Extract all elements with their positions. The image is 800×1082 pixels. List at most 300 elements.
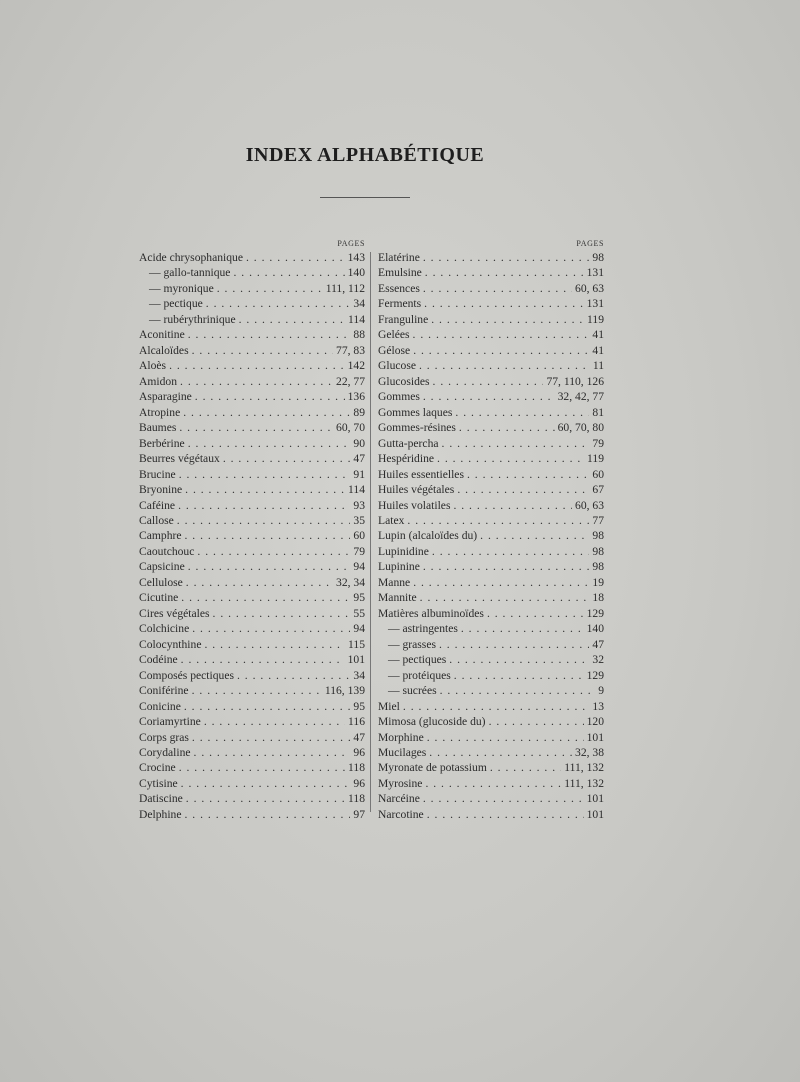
index-entry [139,730,365,745]
index-entry [139,358,365,373]
entry-pages: 77, 110, 126 [546,374,604,388]
index-entry [378,714,604,729]
entry-pages: 67 [592,483,604,497]
entry-term: Gelées [378,328,410,342]
index-entry [139,652,365,667]
entries-right [378,250,604,822]
index-entry [378,281,604,296]
entry-pages: 79 [353,544,365,558]
entry-term: Aloès [139,359,167,373]
entry-term: Lupin (alcaloïdes du) [378,529,478,543]
entry-pages: 81 [592,405,604,419]
dot-leader [459,420,555,435]
dot-leader [429,745,572,760]
dot-leader [181,590,350,605]
index-entry [378,451,604,466]
entry-term: Franguline [378,312,429,326]
entry-pages: 77, 83 [336,343,365,357]
dot-leader [186,575,333,590]
dot-leader [433,374,544,389]
dot-leader [192,683,322,698]
index-entry [378,637,604,652]
index-entry [139,405,365,420]
entry-term: Glucosides [378,374,430,388]
entry-pages: 55 [353,606,365,620]
dot-leader [403,699,590,714]
index-entry [139,606,365,621]
index-entry [378,436,604,451]
entry-term: Gommes-résines [378,421,456,435]
index-column-right [378,237,604,822]
dot-leader [423,250,590,265]
dot-leader [467,467,589,482]
dot-leader [188,436,351,451]
entry-pages: 101 [586,807,604,821]
index-entry [378,606,604,621]
entry-pages: 60, 63 [575,498,604,512]
dot-leader [423,389,555,404]
dot-leader [407,513,589,528]
entry-pages: 118 [348,792,365,806]
entry-term: Colocynthine [139,637,202,651]
entry-term: Datiscine [139,792,183,806]
entry-term: Coniférine [139,684,189,698]
dot-leader [442,436,590,451]
index-entry [139,668,365,683]
dot-leader [217,281,323,296]
pages-header-left: PAGES [337,239,365,248]
dot-leader [169,358,345,373]
entry-pages: 77 [592,513,604,527]
entry-term: Colchicine [139,622,190,636]
index-entry [139,559,365,574]
entry-term: — gallo-tannique [149,266,231,280]
index-entry [139,791,365,806]
dot-leader [185,807,351,822]
dot-leader [223,451,351,466]
entry-pages: 32, 38 [575,746,604,759]
entry-pages: 34 [353,668,365,682]
entry-pages: 95 [353,699,365,713]
entry-term: Cicutine [139,591,179,605]
entry-term: Corydaline [139,746,191,759]
index-entry [139,544,365,559]
entry-term: Myronate de potassium [378,761,487,775]
entry-pages: 89 [353,405,365,419]
entry-term: — rubérythrinique [149,312,236,326]
entry-term: Bryonine [139,483,183,497]
entry-term: Atropine [139,405,181,419]
index-entry [378,358,604,373]
index-entry [378,343,604,358]
entry-term: Baumes [139,421,177,435]
index-entry [139,312,365,327]
entry-pages: 129 [586,606,604,620]
index-entry [139,513,365,528]
index-entry [139,776,365,791]
entry-pages: 142 [347,359,365,373]
entry-pages: 47 [592,637,604,651]
dot-leader [461,621,584,636]
index-entry [139,281,365,296]
dot-leader [181,652,345,667]
entry-term: — pectique [149,297,203,311]
entry-pages: 118 [348,761,365,775]
entry-term: — astringentes [388,622,458,636]
entry-pages: 119 [587,312,604,326]
entries-left [139,250,365,822]
dot-leader [192,621,350,636]
entry-pages: 101 [347,653,365,667]
entry-pages: 32, 34 [336,575,365,589]
index-entry [139,327,365,342]
entry-pages: 140 [347,266,365,280]
entry-pages: 143 [347,251,365,264]
entry-term: Narcotine [378,807,424,821]
dot-leader [490,760,561,775]
entry-pages: 111, 132 [564,776,604,790]
entry-pages: 96 [353,776,365,790]
index-entry [378,699,604,714]
entry-term: Huiles essentielles [378,467,464,481]
index-entry [378,575,604,590]
entry-term: Beurres végétaux [139,452,220,466]
index-entry [378,482,604,497]
entry-term: — pectiques [388,653,447,667]
entry-term: Conicine [139,699,181,713]
dot-leader [197,544,350,559]
entry-term: Crocine [139,761,176,775]
dot-leader [413,575,589,590]
dot-leader [192,730,350,745]
entry-pages: 98 [592,544,604,558]
index-entry [139,745,365,760]
index-entry [378,652,604,667]
dot-leader [239,312,345,327]
entry-term: Camphre [139,529,182,543]
dot-leader [213,606,351,621]
entry-term: Elatérine [378,251,420,264]
entry-term: — protéiques [388,668,451,682]
entry-term: Gommes [378,390,420,404]
entry-pages: 47 [353,730,365,744]
dot-leader [192,343,333,358]
entry-term: Caoutchouc [139,544,195,558]
index-entry [378,791,604,806]
dot-leader [188,559,351,574]
index-entry [378,760,604,775]
entry-term: Corps gras [139,730,189,744]
index-entry [378,265,604,280]
entry-pages: 98 [592,251,604,264]
index-entry [139,374,365,389]
dot-leader [179,760,345,775]
index-entry [139,714,365,729]
index-entry [378,405,604,420]
dot-leader [179,420,333,435]
entry-pages: 60 [592,467,604,481]
index-entry [378,559,604,574]
dot-leader [423,791,584,806]
dot-leader [425,265,584,280]
entry-term: Huiles volatiles [378,498,451,512]
entry-term: Matières albuminoïdes [378,606,484,620]
dot-leader [181,776,351,791]
entry-pages: 115 [348,637,365,651]
dot-leader [480,528,589,543]
dot-leader [455,405,589,420]
index-entry [139,467,365,482]
index-entry [139,807,365,822]
entry-term: Hespéridine [378,452,435,466]
dot-leader [195,389,345,404]
dot-leader [186,791,345,806]
dot-leader [440,683,596,698]
index-entry [139,590,365,605]
index-entry [139,528,365,543]
index-entry [378,498,604,513]
index-entry [378,389,604,404]
entry-pages: 41 [592,343,604,357]
index-entry [139,451,365,466]
entry-pages: 34 [353,297,365,311]
dot-leader [177,513,351,528]
index-entry [139,343,365,358]
entry-pages: 60, 70 [336,421,365,435]
pages-header-right: PAGES [576,239,604,248]
entry-term: — sucrées [388,684,437,698]
entry-pages: 114 [348,483,365,497]
dot-leader [183,405,350,420]
entry-pages: 116 [348,715,365,729]
dot-leader [204,637,345,652]
index-entry [378,590,604,605]
index-entry [139,621,365,636]
index-entry [139,482,365,497]
entry-term: Emulsine [378,266,422,280]
index-entry [139,296,365,311]
entry-pages: 60, 63 [575,281,604,295]
entry-pages: 111, 132 [564,761,604,775]
dot-leader [487,606,584,621]
dot-leader [453,498,572,513]
entry-term: — myronique [149,281,214,295]
entry-pages: 95 [353,591,365,605]
entry-pages: 131 [586,297,604,311]
index-entry [139,760,365,775]
dot-leader [237,668,350,683]
entry-term: Brucine [139,467,176,481]
entry-pages: 94 [353,622,365,636]
entry-term: Cellulose [139,575,183,589]
index-entry [378,467,604,482]
entry-term: Gommes laques [378,405,453,419]
index-entry [139,250,365,265]
dot-leader [427,807,584,822]
index-entry [378,668,604,683]
entry-term: Aconitine [139,328,185,342]
entry-pages: 98 [592,560,604,574]
entry-pages: 101 [586,730,604,744]
entry-pages: 88 [353,328,365,342]
entry-term: Cires végétales [139,606,210,620]
page-title: INDEX ALPHABÉTIQUE [245,144,485,166]
entry-pages: 94 [353,560,365,574]
entry-term: Mannite [378,591,417,605]
entry-pages: 60 [353,529,365,543]
dot-leader [184,699,351,714]
index-entry [139,420,365,435]
dot-leader [206,296,351,311]
index-entry [378,513,604,528]
entry-pages: 129 [586,668,604,682]
index-entry [378,807,604,822]
dot-leader [204,714,345,729]
index-entry [139,389,365,404]
dot-leader [179,467,351,482]
entry-term: Huiles végétales [378,483,455,497]
entry-term: Coriamyrtine [139,715,201,729]
entry-term: Composés pectiques [139,668,234,682]
dot-leader [246,250,345,265]
entry-term: Ferments [378,297,422,311]
entry-pages: 101 [586,792,604,806]
entry-term: Mimosa (glucoside du) [378,715,486,729]
index-entry [378,544,604,559]
entry-term: Gélose [378,343,411,357]
entry-pages: 119 [587,452,604,466]
entry-term: Berbérine [139,436,185,450]
entry-pages: 120 [586,715,604,729]
dot-leader [233,265,344,280]
dot-leader [413,327,590,342]
entry-term: Manne [378,575,411,589]
entry-pages: 114 [348,312,365,326]
entry-pages: 35 [353,513,365,527]
entry-term: Cytisine [139,776,178,790]
dot-leader [427,730,584,745]
dot-leader [431,312,584,327]
entry-pages: 60, 70, 80 [557,421,604,435]
entry-pages: 41 [592,328,604,342]
index-entry [139,265,365,280]
entry-term: Narcéine [378,792,420,806]
entry-term: Morphine [378,730,424,744]
dot-leader [180,374,333,389]
entry-pages: 136 [347,390,365,404]
index-entry [378,528,604,543]
entry-pages: 93 [353,498,365,512]
dot-leader [185,482,345,497]
dot-leader [420,590,590,605]
entry-pages: 140 [586,622,604,636]
entry-term: Mucilages [378,746,427,759]
index-entry [378,420,604,435]
index-entry [139,575,365,590]
entry-term: Alcaloïdes [139,343,189,357]
dot-leader [457,482,589,497]
entry-pages: 90 [353,436,365,450]
index-entry [378,250,604,265]
entry-pages: 13 [592,699,604,713]
entry-pages: 97 [353,807,365,821]
index-entry [378,296,604,311]
entry-pages: 11 [592,359,604,373]
dot-leader [185,528,351,543]
entry-term: Glucose [378,359,416,373]
entry-pages: 96 [353,746,365,759]
index-entry [139,637,365,652]
entry-term: Myrosine [378,776,423,790]
dot-leader [188,327,351,342]
entry-term: Latex [378,513,405,527]
dot-leader [454,668,584,683]
dot-leader [424,296,583,311]
title-rule [320,197,410,198]
dot-leader [423,281,572,296]
index-entry [378,312,604,327]
entry-pages: 19 [592,575,604,589]
entry-pages: 91 [353,467,365,481]
dot-leader [449,652,589,667]
entry-term: Caféine [139,498,176,512]
index-entry [378,745,604,760]
entry-pages: 98 [592,529,604,543]
entry-term: Lupinine [378,560,420,574]
entry-pages: 9 [598,684,604,698]
entry-term: Capsicine [139,560,185,574]
dot-leader [178,498,350,513]
entry-term: Amidon [139,374,178,388]
dot-leader [194,745,351,760]
index-entry [378,776,604,791]
entry-pages: 111, 112 [325,281,365,295]
entry-term: Codéine [139,653,178,667]
entry-pages: 116, 139 [324,684,365,698]
entry-pages: 47 [353,452,365,466]
index-entry [139,436,365,451]
entry-term: Delphine [139,807,182,821]
entry-term: Gutta-percha [378,436,439,450]
index-entry [139,699,365,714]
entry-term: — grasses [388,637,436,651]
entry-pages: 131 [586,266,604,280]
index-entry [378,730,604,745]
dot-leader [439,637,589,652]
index-entry [378,374,604,389]
dot-leader [423,559,590,574]
index-entry [378,683,604,698]
entry-term: Essences [378,281,420,295]
dot-leader [489,714,584,729]
entry-term: Asparagine [139,390,192,404]
entry-term: Callose [139,513,174,527]
index-entry [139,498,365,513]
entry-term: Acide chrysophanique [139,251,243,264]
dot-leader [413,343,589,358]
index-column-left [139,237,365,822]
entry-pages: 32, 42, 77 [557,390,604,404]
entry-term: Miel [378,699,400,713]
column-divider [370,252,371,812]
index-entry [378,621,604,636]
dot-leader [425,776,561,791]
index-entry [378,327,604,342]
entry-pages: 18 [592,591,604,605]
dot-leader [432,544,590,559]
entry-term: Lupinidine [378,544,429,558]
dot-leader [419,358,590,373]
